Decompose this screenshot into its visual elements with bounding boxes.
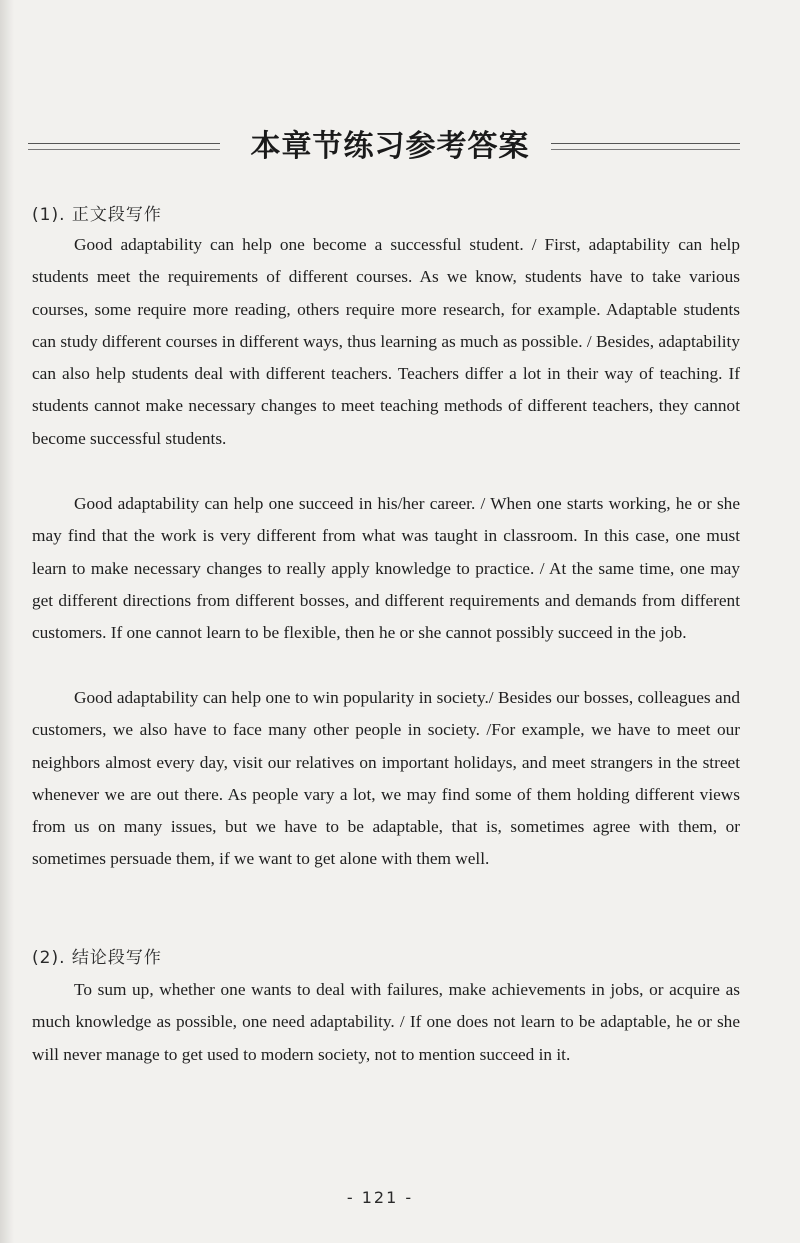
body-paragraph-2: Good adaptability can help one succeed in his/her career. / When one starts working, he or she may find that the work is very different from what was taught in classroom. In this case, one must learn to make necessary changes to really apply knowledge to practice. / At the same time, one may get different directions from different bosses, and different requirements and demands from different customers. If one cannot learn to be flexible, then he or she cannot possibly succeed in the job. [32, 494, 740, 643]
title-rule-right [551, 142, 740, 152]
section-heading-body-paragraph: (1). 正文段写作 [32, 205, 162, 225]
conclusion-paragraph: To sum up, whether one wants to deal with failures, make achievements in jobs, or acquire as much knowledge as possible, one need adaptability. / If one does not learn to be adaptable, he or she will never manage to get used to modern society, not to mention succeed in it. [32, 980, 740, 1064]
chapter-title-banner [28, 120, 740, 176]
body-paragraph-3: Good adaptability can help one to win popularity in society./ Besides our bosses, colleagues and customers, we also have to face many other people in society. /For example, we have to meet our neighbors almost every day, visit our relatives on important holidays, and meet strangers in the street whenever we are out there. As people vary a lot, we may find some of them holding different views from us on many issues, but we have to be adaptable, that is, sometimes agree with them, or sometimes persuade them, if we want to get alone with them well. [32, 688, 740, 869]
page-edge-shadow [0, 0, 14, 1243]
section-heading-conclusion-paragraph: (2). 结论段写作 [32, 948, 162, 968]
page-number: - 121 - [346, 1188, 414, 1207]
body-paragraph-1: Good adaptability can help one become a successful student. / First, adaptability can help students meet the requirements of different courses. As we know, students have to take various courses, some require more reading, others require more research, for example. Adaptable students can study different courses in different ways, thus learning as much as possible. / Besides, adaptability can also help students deal with different teachers. Teachers differ a lot in their way of teaching. If students cannot make necessary changes to meet teaching methods of different teachers, they cannot become successful students. [32, 235, 740, 448]
page-title: 本章节练习参考答案 [250, 129, 530, 164]
title-rule-left [28, 142, 220, 152]
